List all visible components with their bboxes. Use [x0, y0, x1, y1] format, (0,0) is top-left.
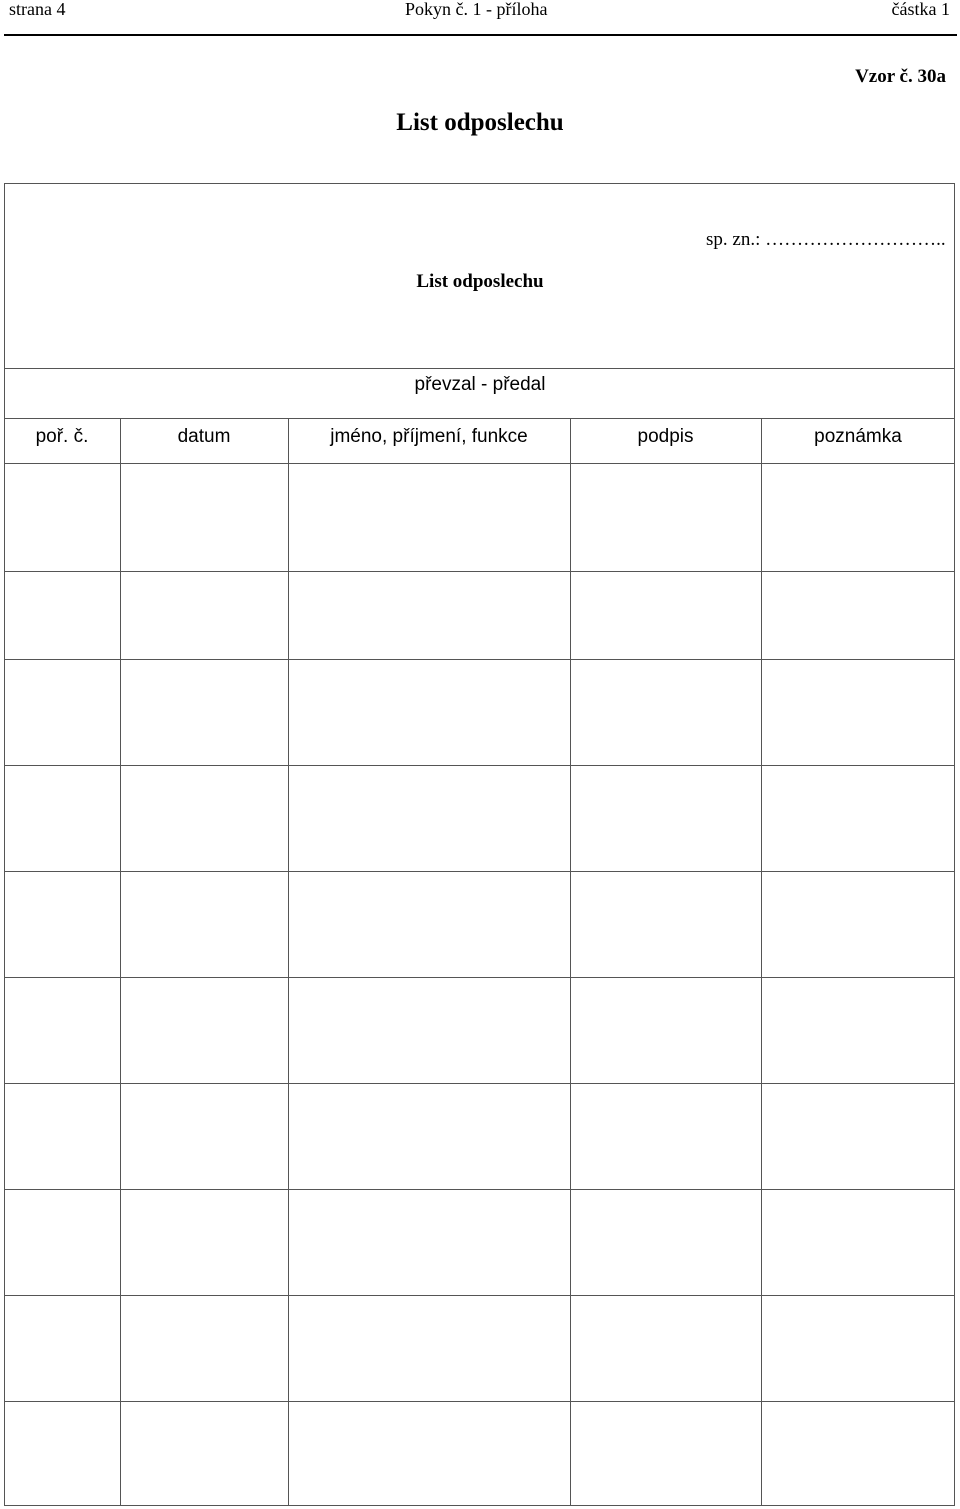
table-cell-date[interactable] — [121, 872, 288, 977]
table-cell-name[interactable] — [289, 1084, 570, 1189]
table-cell-note[interactable] — [762, 1190, 955, 1295]
issue-number: částka 1 — [891, 0, 950, 19]
table-cell-order[interactable] — [5, 766, 120, 871]
table-cell-signature[interactable] — [571, 872, 761, 977]
column-header-name: jméno, příjmení, funkce — [330, 426, 528, 447]
table-cell-date[interactable] — [121, 978, 288, 1083]
table-cell-note[interactable] — [762, 766, 955, 871]
table-cell-name[interactable] — [289, 978, 570, 1083]
table-cell-note[interactable] — [762, 572, 955, 659]
column-header-order: poř. č. — [35, 426, 89, 447]
table-cell-date[interactable] — [121, 766, 288, 871]
table-cell-name[interactable] — [289, 1296, 570, 1401]
table-cell-signature[interactable] — [571, 1084, 761, 1189]
table-cell-note[interactable] — [762, 660, 955, 765]
table-cell-signature[interactable] — [571, 572, 761, 659]
table-top-border — [4, 418, 955, 419]
table-cell-signature[interactable] — [571, 660, 761, 765]
table-cell-note[interactable] — [762, 872, 955, 977]
table-cell-name[interactable] — [289, 572, 570, 659]
document-reference: Pokyn č. 1 - příloha — [405, 0, 548, 19]
table-cell-name[interactable] — [289, 872, 570, 977]
section-divider — [4, 368, 955, 369]
column-header-signature: podpis — [637, 426, 694, 447]
section-label: převzal - předal — [414, 374, 546, 395]
page-number: strana 4 — [9, 0, 66, 19]
table-cell-signature[interactable] — [571, 978, 761, 1083]
table-cell-note[interactable] — [762, 1296, 955, 1401]
table-cell-order[interactable] — [5, 978, 120, 1083]
header-divider — [4, 34, 957, 36]
table-cell-name[interactable] — [289, 1402, 570, 1505]
table-cell-order[interactable] — [5, 1190, 120, 1295]
table-cell-note[interactable] — [762, 1084, 955, 1189]
table-cell-order[interactable] — [5, 1296, 120, 1401]
table-cell-date[interactable] — [121, 660, 288, 765]
table-cell-name[interactable] — [289, 766, 570, 871]
table-cell-signature[interactable] — [571, 1190, 761, 1295]
table-cell-name[interactable] — [289, 1190, 570, 1295]
table-cell-date[interactable] — [121, 1402, 288, 1505]
table-cell-signature[interactable] — [571, 766, 761, 871]
table-cell-note[interactable] — [762, 978, 955, 1083]
table-cell-order[interactable] — [5, 572, 120, 659]
page-title: List odposlechu — [396, 109, 564, 136]
table-cell-name[interactable] — [289, 464, 570, 571]
table-cell-order[interactable] — [5, 1084, 120, 1189]
table-cell-date[interactable] — [121, 572, 288, 659]
table-cell-order[interactable] — [5, 464, 120, 571]
table-cell-date[interactable] — [121, 1084, 288, 1189]
table-cell-date[interactable] — [121, 1296, 288, 1401]
table-cell-name[interactable] — [289, 660, 570, 765]
table-cell-order[interactable] — [5, 872, 120, 977]
table-cell-order[interactable] — [5, 1402, 120, 1505]
table-cell-signature[interactable] — [571, 464, 761, 571]
table-cell-note[interactable] — [762, 464, 955, 571]
box-title: List odposlechu — [416, 271, 544, 292]
form-identifier: Vzor č. 30a — [855, 66, 946, 87]
column-header-note: poznámka — [814, 426, 902, 447]
table-cell-note[interactable] — [762, 1402, 955, 1505]
column-header-date: datum — [177, 426, 231, 447]
table-cell-date[interactable] — [121, 1190, 288, 1295]
table-cell-signature[interactable] — [571, 1296, 761, 1401]
reference-number-field[interactable]: sp. zn.: ……………………….. — [706, 229, 946, 250]
table-cell-order[interactable] — [5, 660, 120, 765]
table-cell-date[interactable] — [121, 464, 288, 571]
table-cell-signature[interactable] — [571, 1402, 761, 1505]
